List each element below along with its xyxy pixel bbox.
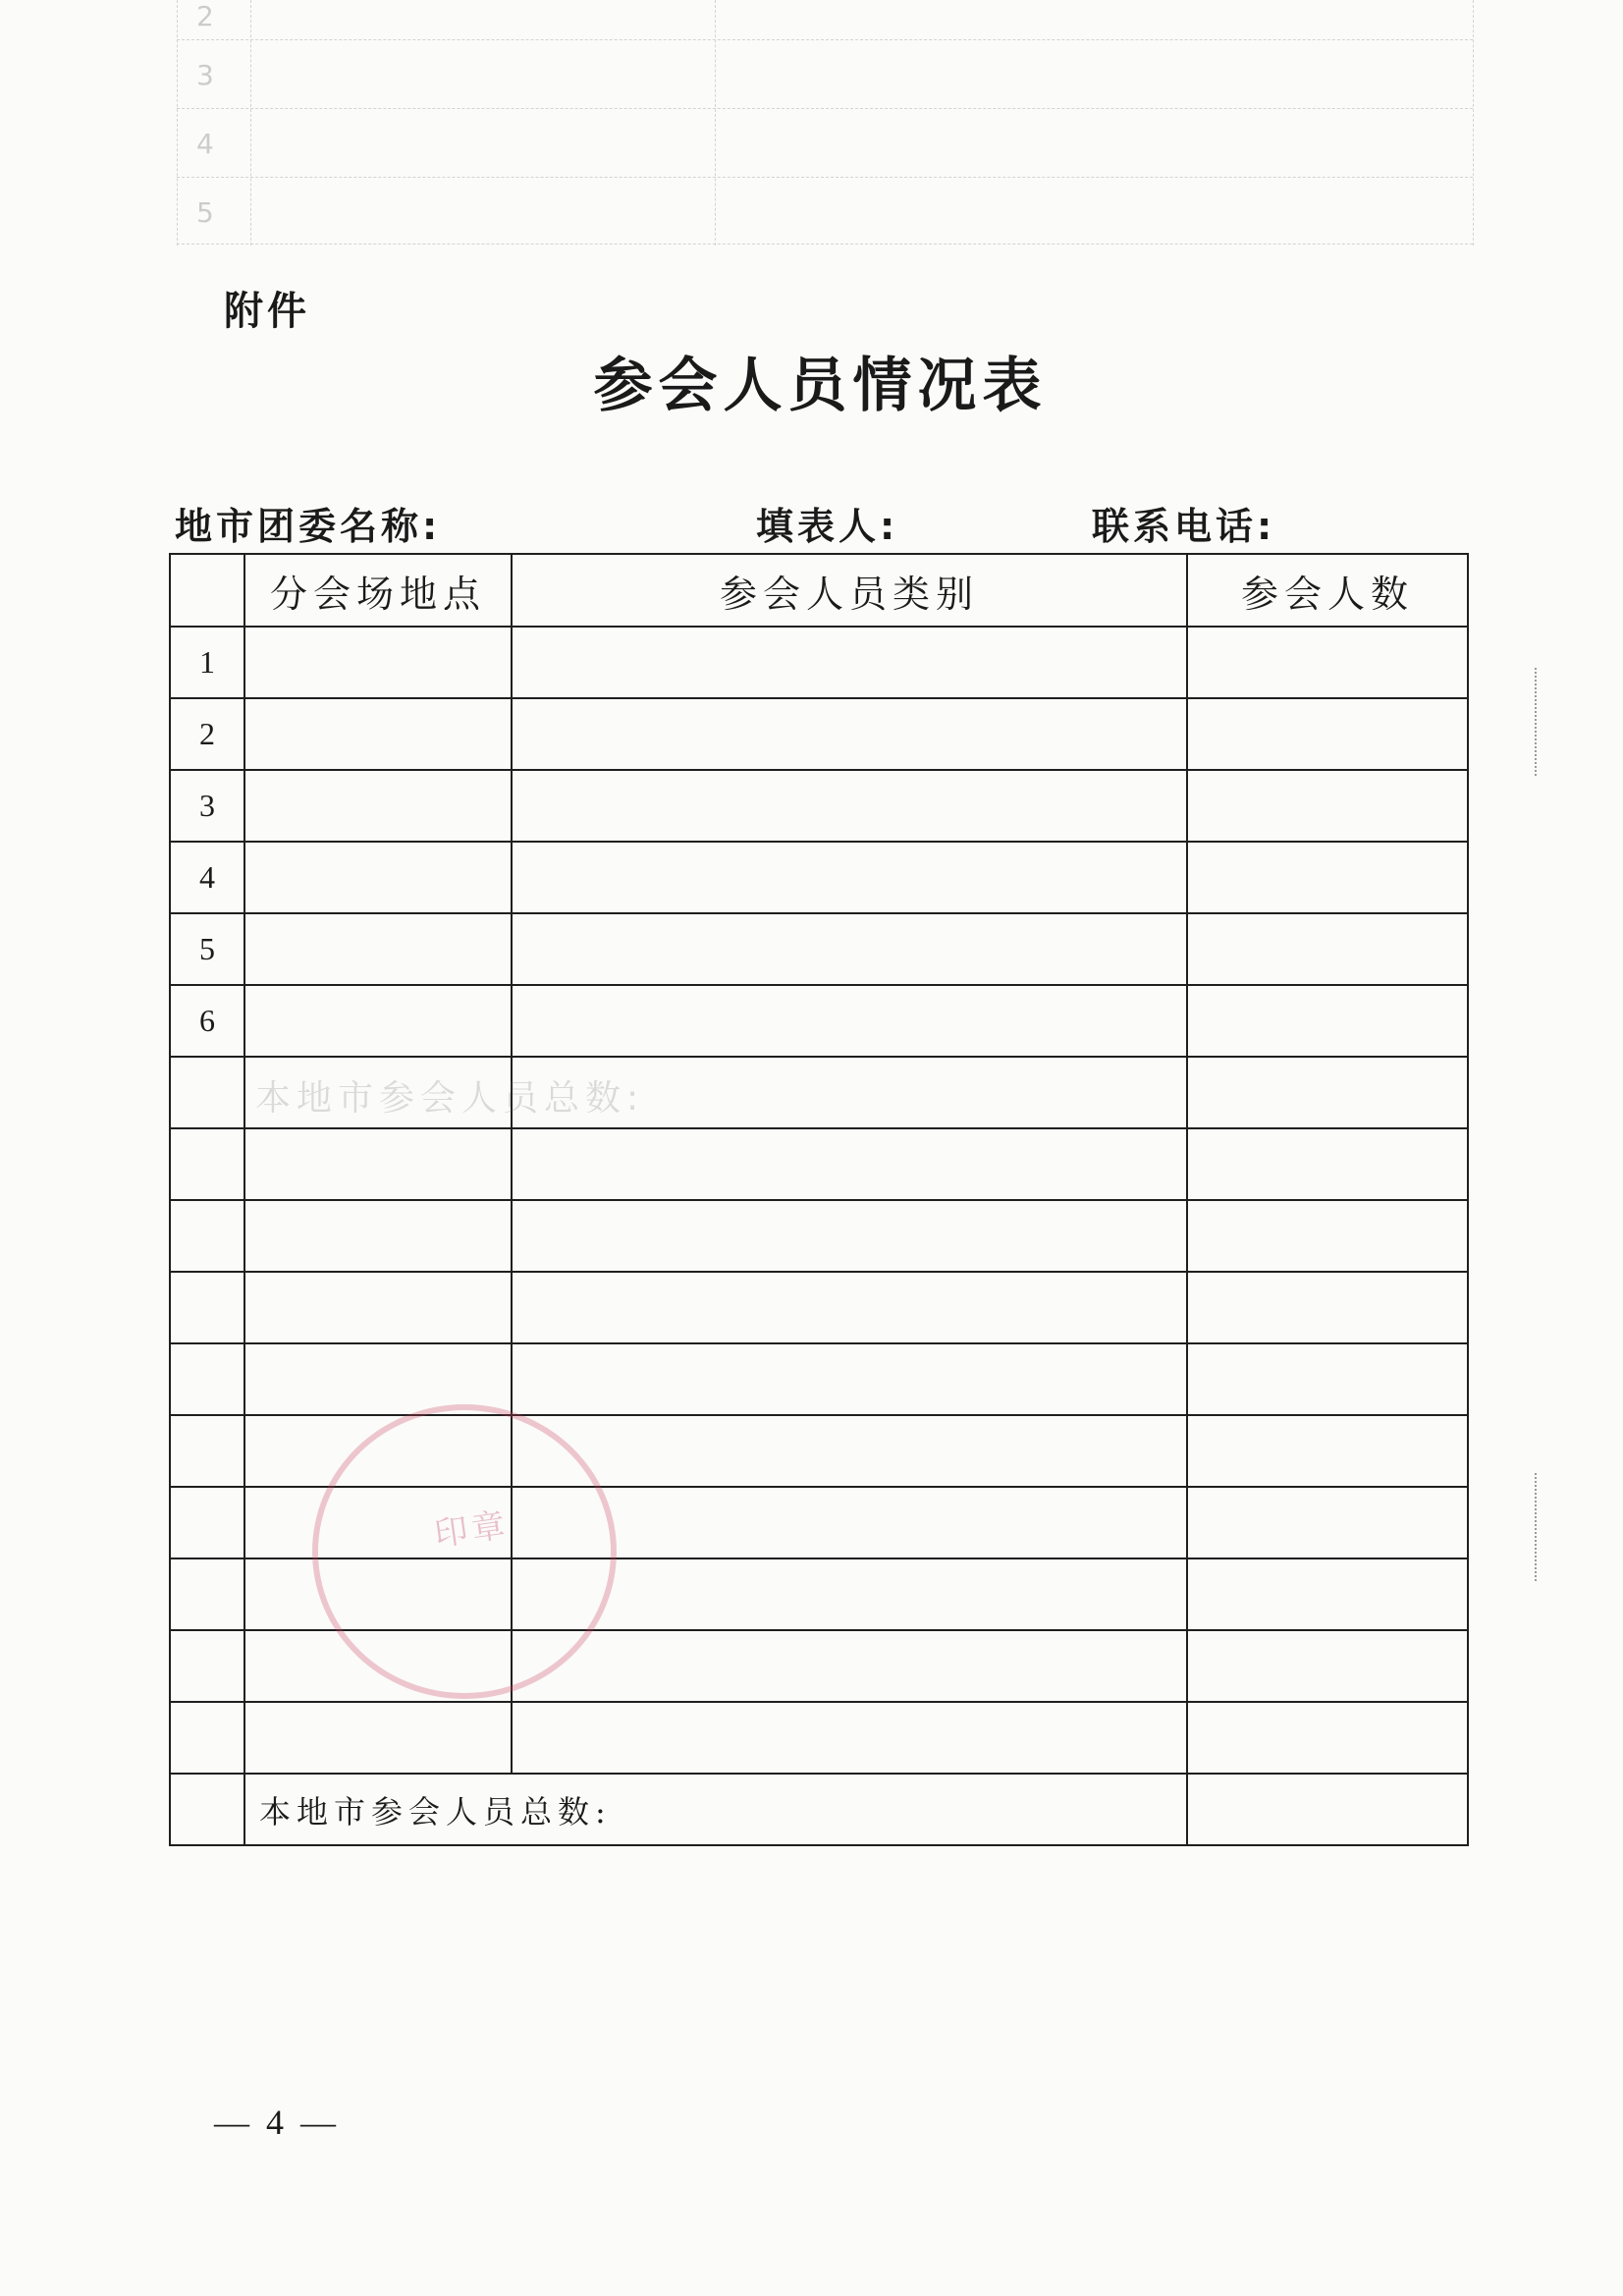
category-cell[interactable]: [512, 985, 1187, 1057]
ghost-line: [177, 0, 178, 246]
ghost-line: [177, 108, 1473, 109]
row-number-cell: [170, 1272, 244, 1343]
ghost-number: 5: [196, 196, 214, 229]
total-count-cell[interactable]: [1187, 1774, 1468, 1845]
row-number-cell: [170, 1128, 244, 1200]
count-cell[interactable]: [1187, 698, 1468, 770]
page-number: — 4 —: [214, 2103, 340, 2142]
table-header-row: [170, 554, 1468, 627]
row-number-cell: 2: [170, 698, 244, 770]
table-row: [170, 698, 1468, 770]
category-cell[interactable]: [512, 842, 1187, 913]
count-cell[interactable]: [1187, 1057, 1468, 1128]
category-cell[interactable]: [512, 770, 1187, 842]
venue-cell[interactable]: [244, 1702, 512, 1774]
column-header-venue: 分会场地点: [244, 554, 512, 627]
ghost-number: 2: [196, 0, 214, 32]
row-number-cell: 1: [170, 627, 244, 698]
venue-cell[interactable]: [244, 1272, 512, 1343]
count-cell[interactable]: [1187, 842, 1468, 913]
category-cell[interactable]: [512, 1200, 1187, 1272]
table-row: [170, 985, 1468, 1057]
table-row: [170, 770, 1468, 842]
row-number-cell: [170, 1415, 244, 1487]
category-cell[interactable]: [512, 1343, 1187, 1415]
total-row-number-cell: [170, 1774, 244, 1845]
table-row: [170, 1343, 1468, 1415]
count-cell[interactable]: [1187, 627, 1468, 698]
count-cell[interactable]: [1187, 1702, 1468, 1774]
row-number-cell: 4: [170, 842, 244, 913]
count-cell[interactable]: [1187, 1558, 1468, 1630]
row-number-cell: 5: [170, 913, 244, 985]
count-cell[interactable]: [1187, 1343, 1468, 1415]
count-cell[interactable]: [1187, 985, 1468, 1057]
row-number-cell: 6: [170, 985, 244, 1057]
org-name-label: 地市团委名称:: [175, 505, 442, 548]
venue-cell[interactable]: [244, 913, 512, 985]
show-through-text: 本地市参会人员总数:: [255, 1078, 645, 1119]
category-cell[interactable]: [512, 1415, 1187, 1487]
margin-mark: [1535, 668, 1544, 776]
row-number-cell: [170, 1057, 244, 1128]
table-row: [170, 1702, 1468, 1774]
venue-cell[interactable]: [244, 985, 512, 1057]
venue-cell[interactable]: [244, 1128, 512, 1200]
venue-cell[interactable]: [244, 1200, 512, 1272]
total-row: [170, 1774, 1468, 1845]
column-header-category: 参会人员类别: [512, 554, 1187, 627]
category-cell[interactable]: [512, 1630, 1187, 1702]
count-cell[interactable]: [1187, 1272, 1468, 1343]
count-cell[interactable]: [1187, 1200, 1468, 1272]
count-cell[interactable]: [1187, 770, 1468, 842]
phone-label: 联系电话:: [1092, 505, 1276, 548]
margin-mark: [1535, 1473, 1544, 1581]
ghost-line: [1473, 0, 1474, 246]
category-cell[interactable]: [512, 1128, 1187, 1200]
ghost-line: [177, 177, 1473, 178]
category-cell[interactable]: [512, 627, 1187, 698]
table-row: [170, 627, 1468, 698]
category-cell[interactable]: [512, 698, 1187, 770]
column-header-number: [170, 554, 244, 627]
ghost-line: [715, 0, 716, 246]
table-row: [170, 1200, 1468, 1272]
count-cell[interactable]: [1187, 1487, 1468, 1558]
total-label: 本地市参会人员总数:: [244, 1774, 1187, 1845]
table-row: [170, 1272, 1468, 1343]
venue-cell[interactable]: [244, 698, 512, 770]
attachment-label: 附件: [224, 289, 310, 334]
category-cell[interactable]: [512, 913, 1187, 985]
show-through-table: [177, 0, 1473, 246]
venue-cell[interactable]: [244, 842, 512, 913]
category-cell[interactable]: [512, 1272, 1187, 1343]
count-cell[interactable]: [1187, 1630, 1468, 1702]
ghost-line: [177, 244, 1473, 245]
table-row: [170, 842, 1468, 913]
ghost-number: 4: [196, 128, 214, 160]
count-cell[interactable]: [1187, 1415, 1468, 1487]
row-number-cell: [170, 1343, 244, 1415]
table-row: [170, 1128, 1468, 1200]
table-row: [170, 913, 1468, 985]
row-number-cell: [170, 1200, 244, 1272]
ghost-number: 3: [196, 59, 214, 91]
venue-cell[interactable]: [244, 627, 512, 698]
column-header-count: 参会人数: [1187, 554, 1468, 627]
ghost-line: [250, 0, 251, 246]
filler-label: 填表人:: [756, 505, 899, 548]
row-number-cell: 3: [170, 770, 244, 842]
seal-text: 印章: [432, 1504, 512, 1556]
ghost-line: [177, 39, 1473, 40]
count-cell[interactable]: [1187, 1128, 1468, 1200]
row-number-cell: [170, 1558, 244, 1630]
row-number-cell: [170, 1487, 244, 1558]
page-title: 参会人员情况表: [593, 352, 1048, 420]
count-cell[interactable]: [1187, 913, 1468, 985]
category-cell[interactable]: [512, 1702, 1187, 1774]
venue-cell[interactable]: [244, 770, 512, 842]
row-number-cell: [170, 1630, 244, 1702]
row-number-cell: [170, 1702, 244, 1774]
